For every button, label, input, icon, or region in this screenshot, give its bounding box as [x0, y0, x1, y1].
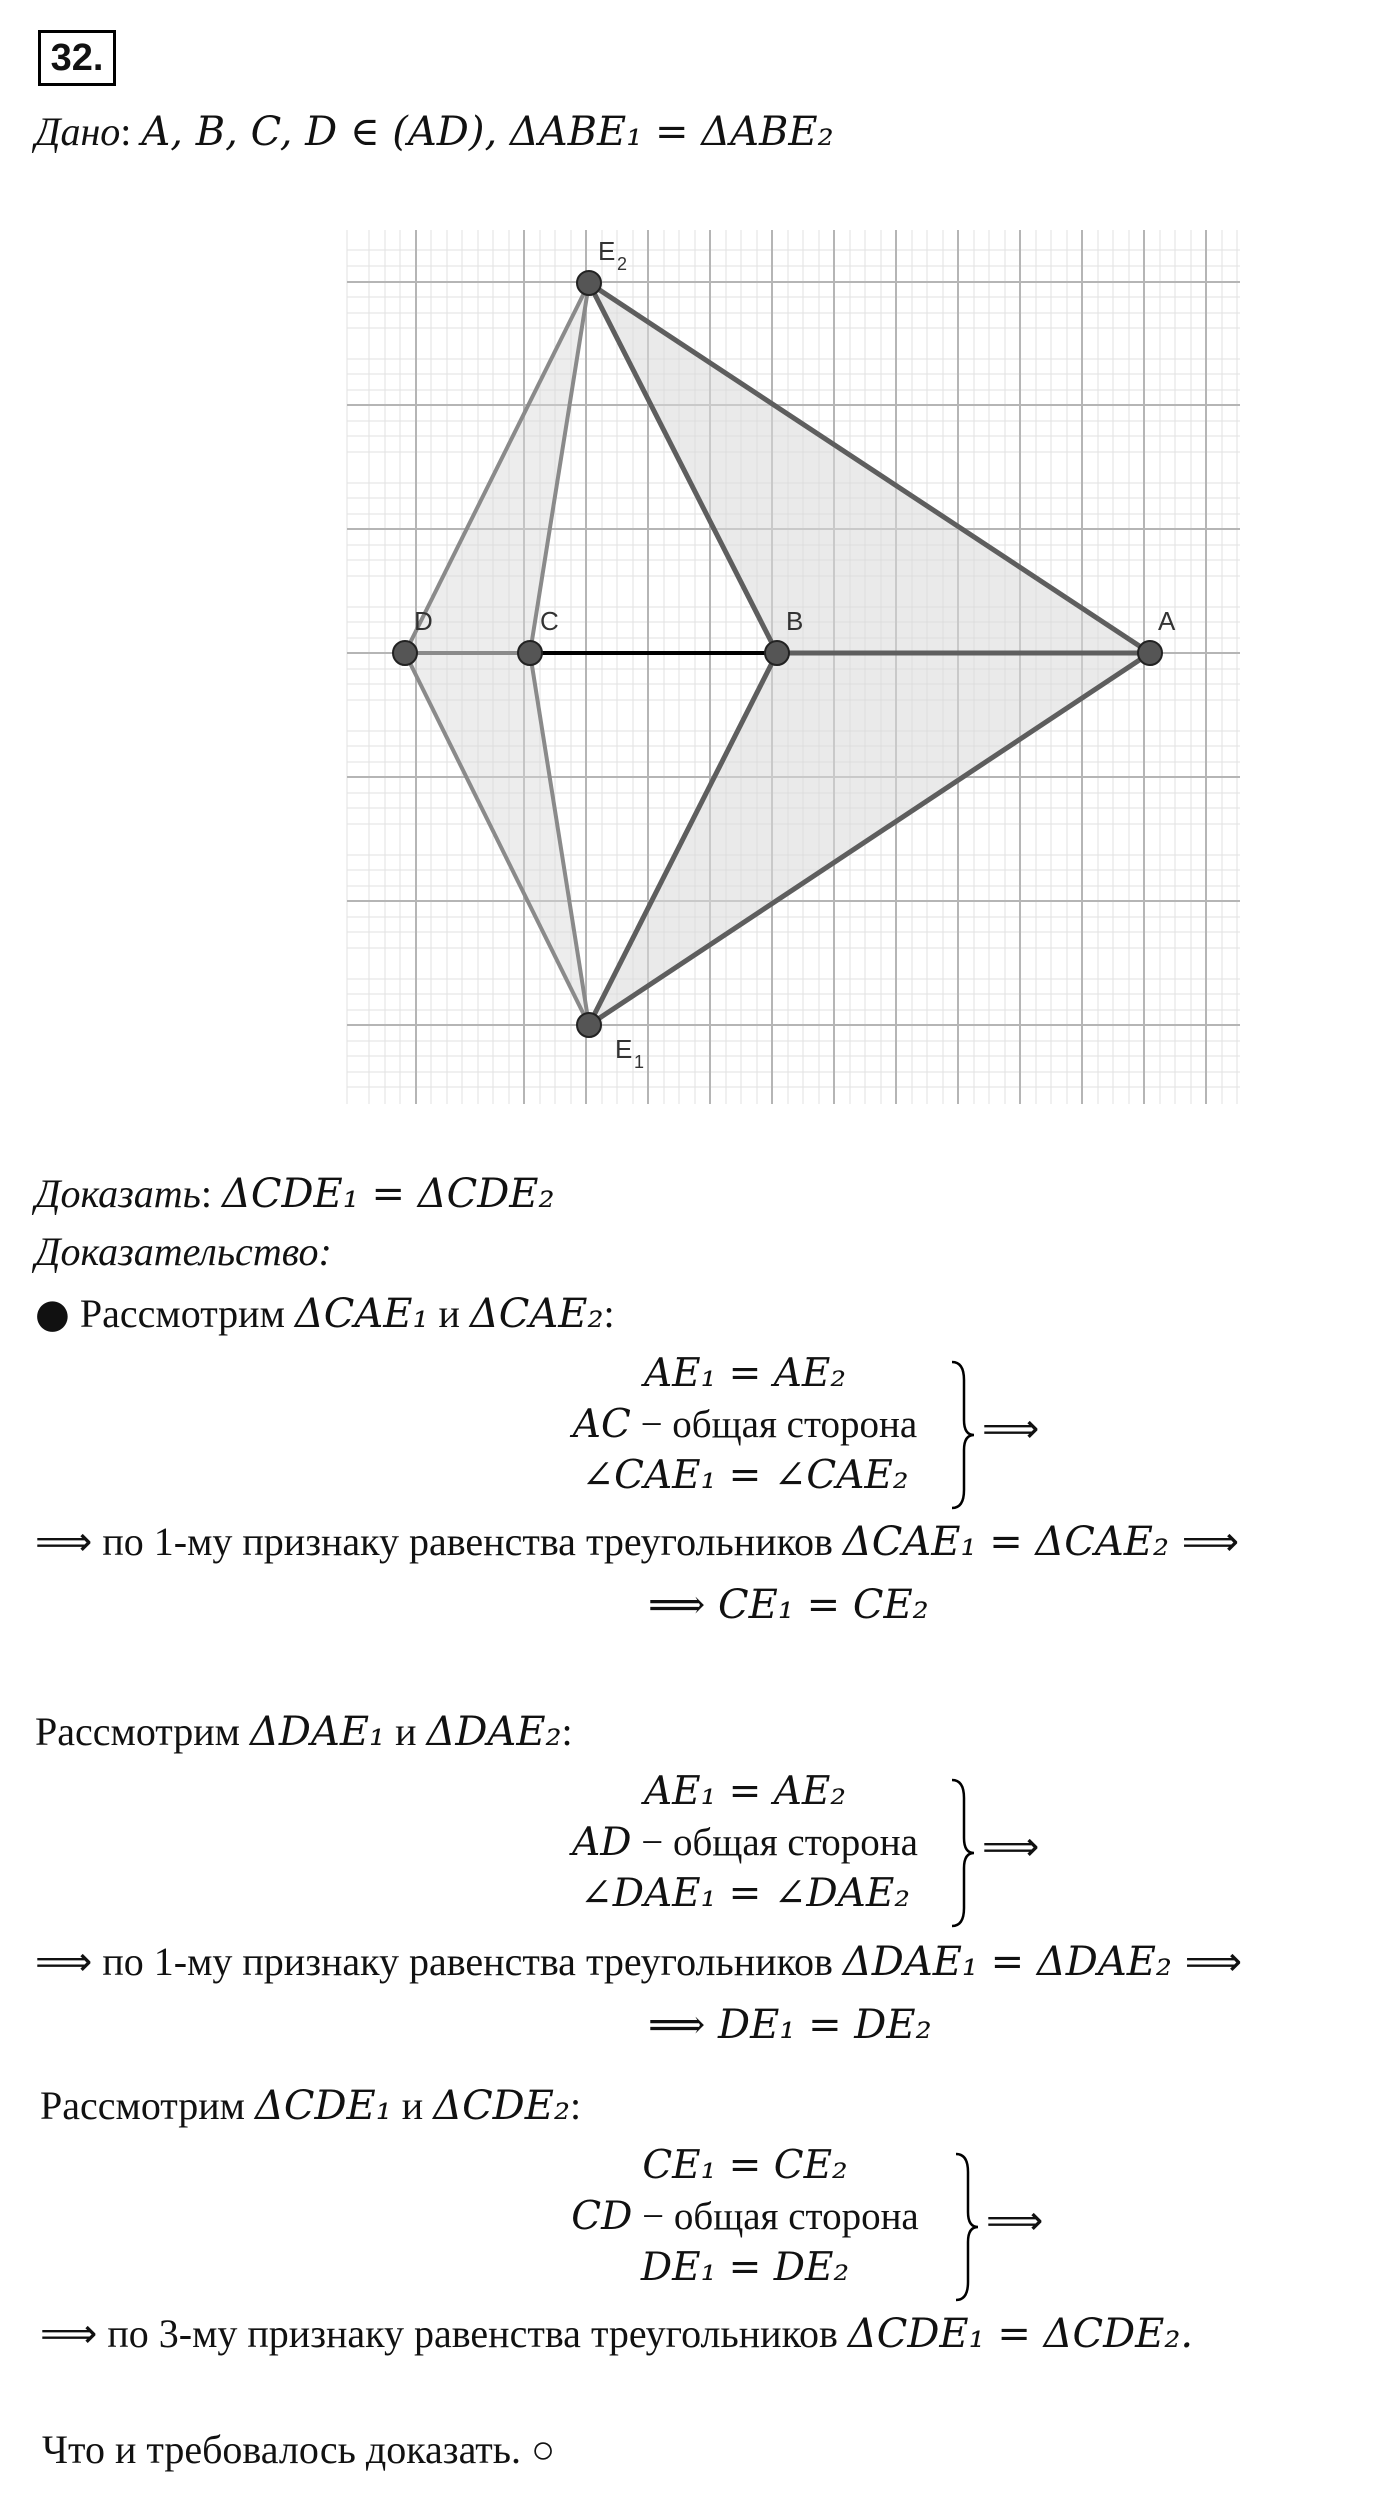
step1-brace [948, 1360, 978, 1510]
qed-line: Что и требовалось доказать. ○ [42, 2427, 556, 2472]
step2-result: ⟹ DE₁ = DE₂ [648, 2002, 932, 2048]
step1-bullet: ● [35, 1291, 70, 1337]
step3-cond2: CD − общая сторона [571, 2194, 919, 2239]
prove-colon: : [200, 1171, 212, 1216]
label-e2-sub: 2 [617, 254, 628, 274]
prove-label: Доказать [35, 1171, 201, 1216]
label-e1-sub: 1 [634, 1052, 645, 1072]
step3-conclusion: ⟹ по 3-му признаку равенства треугольников ΔCDE₁ = ΔCDE₂. [40, 2311, 1194, 2357]
step1-cond1: AE₁ = AE₂ [643, 1351, 846, 1396]
step3-cond3: DE₁ = DE₂ [640, 2245, 850, 2290]
geometry-figure [330, 210, 1250, 1120]
problem-number: 32. [38, 30, 116, 86]
step1-conclusion: ⟹ по 1-му признаку равенства треугольников ΔCAE₁ = ΔCAE₂ ⟹ [35, 1519, 1240, 1565]
given-math: A, B, C, D ∈ (AD), ΔABE₁ = ΔABE₂ [141, 109, 834, 155]
step3-intro: Рассмотрим ΔCDE₁ и ΔCDE₂: [40, 2083, 582, 2129]
prove-math: ΔCDE₁ = ΔCDE₂ [221, 1171, 555, 1217]
label-e2: E [598, 236, 616, 266]
point-c [518, 641, 542, 665]
step2-brace [948, 1778, 978, 1928]
prove-line [35, 1170, 555, 1217]
step3-brace [952, 2152, 982, 2302]
given-label: Дано [35, 109, 121, 154]
proof-label: Доказательство: [35, 1229, 332, 1274]
given-colon: : [120, 109, 132, 154]
step1-implies: ⟹ [982, 1406, 1040, 1452]
label-b: B [786, 606, 804, 636]
step2-cond2: AD − общая сторона [572, 1820, 918, 1865]
step1-intro-math1: ΔCAE₁ [294, 1291, 429, 1337]
step1-cond2: AC − общая сторона [572, 1402, 918, 1447]
label-c: C [540, 606, 559, 636]
step2-implies: ⟹ [982, 1824, 1040, 1870]
step2-intro: Рассмотрим ΔDAE₁ и ΔDAE₂: [35, 1709, 573, 1755]
step1-intro [35, 1290, 615, 1337]
step1-cond3: ∠CAE₁ = ∠CAE₂ [581, 1453, 909, 1498]
point-e1 [577, 1013, 601, 1037]
point-d [393, 641, 417, 665]
step2-cond1: AE₁ = AE₂ [643, 1769, 846, 1814]
step1-intro-and: и [428, 1291, 470, 1336]
point-a [1138, 641, 1162, 665]
step1-system [530, 1348, 960, 1501]
label-d: D [414, 606, 433, 636]
step1-intro-colon: : [603, 1291, 615, 1336]
step3-implies: ⟹ [986, 2198, 1044, 2244]
step2-conclusion: ⟹ по 1-му признаку равенства треугольников ΔDAE₁ = ΔDAE₂ ⟹ [35, 1939, 1243, 1985]
step3-cond1: CE₁ = CE₂ [642, 2143, 848, 2188]
step1-result: ⟹ CE₁ = CE₂ [648, 1582, 929, 1628]
step1-intro-math2: ΔCAE₂ [469, 1291, 604, 1337]
label-a: A [1158, 606, 1176, 636]
point-b [765, 641, 789, 665]
given-line [35, 108, 834, 155]
point-e2 [577, 271, 601, 295]
step2-cond3: ∠DAE₁ = ∠DAE₂ [580, 1871, 910, 1916]
step2-system [530, 1766, 960, 1919]
label-e1: E [615, 1034, 633, 1064]
step1-intro-text: Рассмотрим [79, 1291, 295, 1336]
step3-system [530, 2140, 960, 2293]
